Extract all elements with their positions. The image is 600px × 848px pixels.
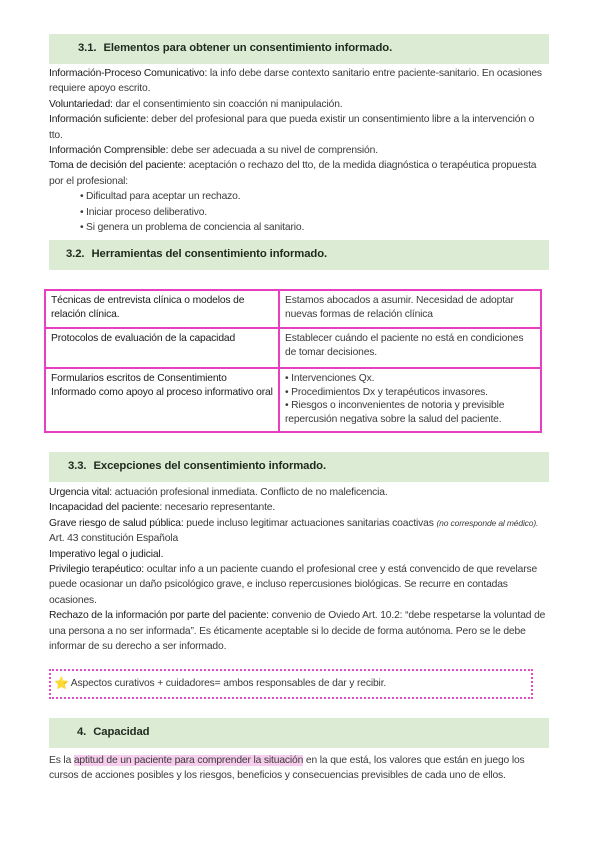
term: Toma de decisión del paciente: — [49, 160, 186, 172]
definition: la info debe darse contexto sanitario entre paciente-sanitario. En ocasiones requiere apoyo escrito. — [49, 68, 542, 95]
definition: debe ser adecuada a su nivel de comprensión. — [168, 145, 378, 157]
list-item: • Dificultad para aceptar un rechazo. — [49, 189, 549, 204]
definition: aceptación o rechazo del tto, de la medida diagnóstica o terapéutica propuesta por el profesional: — [49, 160, 537, 187]
paragraph — [49, 485, 549, 500]
table-cell-value — [279, 290, 541, 328]
paragraph — [49, 143, 549, 158]
cell-text: Estamos abocados a asumir. Necesidad de adoptar nuevas formas de relación clínica — [285, 295, 514, 320]
cell-text: Formularios escritos de Consentimiento Informado como apoyo al proceso informativo oral — [51, 373, 273, 398]
highlighted-text: aptitud de un paciente para comprender la situación — [73, 755, 304, 766]
table-cell-label — [45, 368, 279, 432]
term: Información Comprensible: — [49, 145, 169, 157]
definition: necesario representante. — [162, 502, 276, 514]
table-cell-value — [279, 368, 541, 432]
definition: puede incluso legitimar actuaciones sanitarias coactivas — [183, 517, 437, 529]
table-cell-label — [45, 328, 279, 368]
definition-tail: Art. 43 constitución Española — [49, 533, 179, 545]
definition: dar el consentimiento sin coacción ni manipulación. — [112, 98, 343, 110]
definition: actuación profesional inmediata. Conflicto de no maleficencia. — [112, 487, 388, 498]
term: Imperativo legal o judicial. — [49, 548, 164, 560]
section-4-body — [49, 753, 549, 784]
cell-text: • Procedimientos Dx y terapéuticos invasores. — [285, 386, 488, 398]
cell-text: Técnicas de entrevista clínica o modelos de relación clínica. — [51, 295, 245, 320]
cell-text: Establecer cuándo el paciente no está en condiciones de tomar decisiones. — [285, 333, 524, 358]
term: Privilegio terapéutico: — [49, 564, 144, 576]
note-box — [49, 669, 533, 699]
paragraph — [49, 97, 549, 112]
table-row — [45, 290, 541, 328]
section-title: Elementos para obtener un consentimiento informado. — [103, 42, 393, 55]
term: Información-Proceso Comunicativo: — [49, 68, 208, 79]
note-text: Aspectos curativos + cuidadores= ambos responsables de dar y recibir. — [70, 678, 387, 690]
paragraph — [49, 562, 549, 608]
term: Grave riesgo de salud pública: — [49, 517, 184, 529]
section-heading-3-1 — [49, 34, 549, 64]
section-title: Herramientas del consentimiento informado. — [91, 248, 328, 261]
text: Es la — [49, 755, 74, 766]
list-item: • Iniciar proceso deliberativo. — [49, 205, 549, 220]
cell-text: • Intervenciones Qx. — [285, 373, 375, 384]
section-title: Excepciones del consentimiento informado. — [93, 460, 327, 473]
paragraph — [49, 158, 549, 189]
tools-table — [44, 289, 542, 433]
section-3-3-body — [49, 485, 549, 654]
term: Urgencia vital: — [49, 487, 112, 498]
italic-note: (no corresponde al médico). — [436, 517, 539, 528]
table-cell-value — [279, 328, 541, 368]
definition: deber del profesional para que pueda existir un consentimiento libre a la intervención o tto. — [49, 114, 535, 141]
paragraph — [49, 500, 549, 515]
list-item: • Si genera un problema de conciencia al sanitario. — [49, 220, 549, 235]
table-cell-label — [45, 290, 279, 328]
table-row — [45, 368, 541, 432]
definition: ocultar info a un paciente cuando el profesional cree y está convencido de que revelarse puede ocasionar un daño psicológico grave, e incluso repercusiones biológicas. Se recurre en contadas ocasiones. — [49, 564, 538, 606]
section-number: 4. — [77, 726, 87, 739]
section-3-1-body — [49, 66, 549, 235]
paragraph — [49, 608, 549, 654]
paragraph — [49, 112, 549, 143]
definition: convenio de Oviedo Art. 10.2: “debe respetarse la voluntad de una persona a no ser informada”. Es éticamente aceptable si lo decide de forma autónoma. Pero se le debe informar de su derecho a ser informado. — [49, 610, 546, 653]
star-icon: ⭐ — [54, 676, 69, 691]
section-number: 3.1. — [78, 42, 97, 55]
bullet-list — [49, 189, 549, 235]
section-heading-4 — [49, 718, 549, 748]
section-number: 3.2. — [66, 248, 85, 261]
section-heading-3-3 — [49, 452, 549, 482]
section-title: Capacidad — [93, 726, 150, 739]
section-heading-3-2 — [49, 240, 549, 270]
term: Rechazo de la información por parte del paciente: — [49, 610, 269, 622]
paragraph — [49, 66, 549, 97]
section-number: 3.3. — [68, 460, 87, 473]
term: Información suficiente: — [49, 114, 149, 126]
cell-text: • Riesgos o inconvenientes de notoria y previsible repercusión negativa sobre la salud del paciente. — [285, 400, 505, 425]
cell-text: Protocolos de evaluación de la capacidad — [51, 333, 236, 344]
paragraph — [49, 516, 549, 547]
text: en la que está, los valores que están en juego los cursos de acciones posibles y los riesgos, beneficios y consecuencias previsibles de cada uno de ellos. — [49, 755, 525, 782]
term: Voluntariedad: — [49, 98, 113, 110]
paragraph — [49, 753, 549, 784]
term: Incapacidad del paciente: — [49, 502, 163, 514]
paragraph — [49, 547, 549, 562]
table-row — [45, 328, 541, 368]
